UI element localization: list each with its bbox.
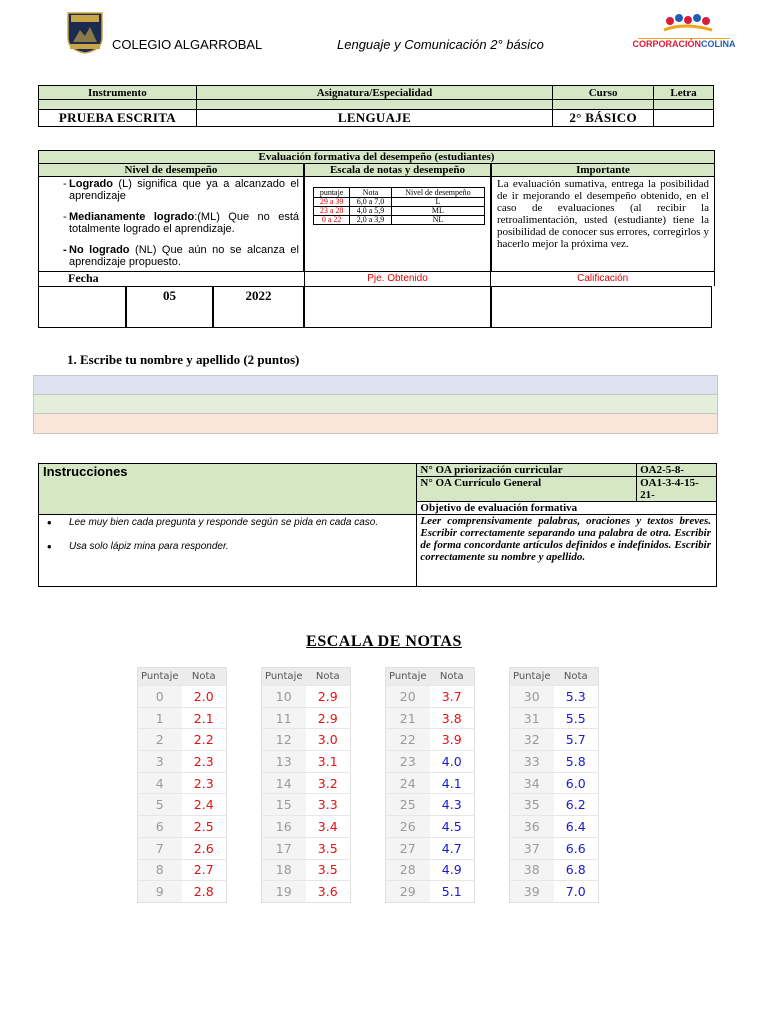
- nota-cell: 2.1: [182, 707, 227, 729]
- puntaje-cell: 25: [386, 794, 430, 816]
- value-curso: 2° BÁSICO: [553, 110, 654, 127]
- grade-row: [262, 859, 351, 881]
- objetivo-label: Objetivo de evaluación formativa: [417, 502, 717, 515]
- calificacion-field[interactable]: [491, 287, 712, 328]
- mini-header-nota: Nota: [350, 188, 392, 198]
- grade-table-1: [137, 667, 227, 903]
- grade-row: [262, 881, 351, 903]
- col-header-puntaje: Puntaje: [386, 668, 430, 686]
- nivel-header: Nivel de desempeño: [38, 164, 304, 177]
- nota-cell: 5.8: [554, 751, 599, 773]
- level-no-logrado: - No logrado (NL) Que aún no se alcanza el aprendizaje propuesto.: [63, 244, 299, 268]
- grade-row: [510, 707, 599, 729]
- school-shield-logo: [67, 12, 103, 54]
- nota-cell: 2.3: [182, 772, 227, 794]
- puntaje-cell: 11: [262, 707, 306, 729]
- puntaje-cell: 7: [138, 837, 182, 859]
- performance-levels: [38, 177, 304, 272]
- nota-cell: 4.7: [430, 837, 475, 859]
- mini-scale-table: [313, 187, 485, 225]
- puntaje-cell: 0: [138, 686, 182, 708]
- grade-row: [138, 751, 227, 773]
- grade-row: [138, 794, 227, 816]
- grade-row: [138, 816, 227, 838]
- puntaje-cell: 18: [262, 859, 306, 881]
- nota-cell: 5.5: [554, 707, 599, 729]
- fecha-year: 2022: [213, 287, 304, 328]
- mini-header-nivel: Nivel de desempeño: [391, 188, 484, 198]
- puntaje-cell: 24: [386, 772, 430, 794]
- nota-cell: 4.5: [430, 816, 475, 838]
- col-header-puntaje: Puntaje: [510, 668, 554, 686]
- puntaje-cell: 28: [386, 859, 430, 881]
- grade-row: [138, 729, 227, 751]
- grade-row: [510, 837, 599, 859]
- puntaje-cell: 10: [262, 686, 306, 708]
- mini-cell: 29 a 39: [314, 198, 350, 207]
- puntaje-cell: 21: [386, 707, 430, 729]
- grade-row: [262, 751, 351, 773]
- header-instrumento: Instrumento: [39, 86, 197, 100]
- header-asignatura: Asignatura/Especialidad: [196, 86, 552, 100]
- pje-label: Pje. Obtenido: [305, 272, 492, 286]
- objectives-text: Leer comprensivamente palabras, oraciones y textos breves. Escribir correctamente separando una palabra de otra. Escribir de forma concordante artículos definidos e indefinidos. Escribir correctamente su nombre y apellido.: [417, 515, 717, 587]
- grade-row: [138, 686, 227, 708]
- oa-curriculo-label: N° OA Currículo General: [417, 477, 637, 502]
- nota-cell: 5.7: [554, 729, 599, 751]
- escala-header: Escala de notas y desempeño: [304, 164, 491, 177]
- puntaje-cell: 2: [138, 729, 182, 751]
- grade-row: [138, 772, 227, 794]
- important-text: La evaluación sumativa, entrega la posibilidad de ir mejorando el desempeño obtenido, en el caso de evaluaciones (al recibir la retroalimentación, usted (estudiante) tiene la posibilidad de conocer sus errores, corregirlos y hacerlo mejor la próxima vez.: [491, 177, 715, 272]
- nota-cell: 4.1: [430, 772, 475, 794]
- nota-cell: 4.9: [430, 859, 475, 881]
- puntaje-cell: 17: [262, 837, 306, 859]
- grade-row: [386, 707, 475, 729]
- col-header-puntaje: Puntaje: [138, 668, 182, 686]
- nota-cell: 3.5: [306, 837, 351, 859]
- puntaje-cell: 37: [510, 837, 554, 859]
- grade-row: [138, 881, 227, 903]
- mini-cell: L: [391, 198, 484, 207]
- fecha-month: 05: [126, 287, 213, 328]
- question-1: 1. Escribe tu nombre y apellido (2 puntos): [67, 352, 300, 367]
- puntaje-cell: 32: [510, 729, 554, 751]
- puntaje-cell: 16: [262, 816, 306, 838]
- evaluation-table: [38, 150, 715, 328]
- puntaje-cell: 4: [138, 772, 182, 794]
- grade-row: [262, 794, 351, 816]
- nota-cell: 7.0: [554, 881, 599, 903]
- grade-table-2: [261, 667, 351, 903]
- school-name: COLEGIO ALGARROBAL: [112, 37, 263, 52]
- evaluation-title: Evaluación formativa del desempeño (estudiantes): [38, 150, 715, 164]
- oa-priorizacion-value: OA2-5-8-: [637, 464, 717, 477]
- mini-cell: 23 a 28: [314, 207, 350, 216]
- grade-row: [386, 816, 475, 838]
- mini-cell: 6,0 a 7,0: [350, 198, 392, 207]
- mini-cell: 2,0 a 3,9: [350, 216, 392, 225]
- grade-row: [510, 686, 599, 708]
- nota-cell: 2.6: [182, 837, 227, 859]
- nota-cell: 2.9: [306, 707, 351, 729]
- grade-row: [510, 859, 599, 881]
- escala-title: ESCALA DE NOTAS: [306, 633, 462, 650]
- grade-table-4: [509, 667, 599, 903]
- scale-box: [304, 177, 491, 272]
- puntaje-cell: 35: [510, 794, 554, 816]
- puntaje-cell: 30: [510, 686, 554, 708]
- nota-cell: 2.5: [182, 816, 227, 838]
- nota-cell: 4.3: [430, 794, 475, 816]
- nota-cell: 4.0: [430, 751, 475, 773]
- value-asignatura: LENGUAJE: [196, 110, 552, 127]
- grade-row: [262, 686, 351, 708]
- nota-cell: 3.2: [306, 772, 351, 794]
- svg-text:CORPORACIÓNCOLINA: CORPORACIÓNCOLINA: [632, 39, 736, 49]
- puntaje-cell: 13: [262, 751, 306, 773]
- grade-row: [138, 837, 227, 859]
- puntaje-cell: 36: [510, 816, 554, 838]
- nota-cell: 3.6: [306, 881, 351, 903]
- nota-cell: 6.6: [554, 837, 599, 859]
- instruction-item: • Lee muy bien cada pregunta y responde según se pida en cada caso.: [69, 517, 412, 529]
- nota-cell: 3.9: [430, 729, 475, 751]
- puntaje-cell: 26: [386, 816, 430, 838]
- mini-cell: 0 a 22: [314, 216, 350, 225]
- instructions-label: Instrucciones: [39, 464, 417, 515]
- puntaje-cell: 29: [386, 881, 430, 903]
- fecha-day-field[interactable]: [38, 287, 126, 328]
- col-header-nota: Nota: [306, 668, 351, 686]
- header-curso: Curso: [553, 86, 654, 100]
- corporacion-colina-logo: [632, 12, 736, 52]
- grade-row: [386, 837, 475, 859]
- nota-cell: 2.0: [182, 686, 227, 708]
- nota-cell: 3.1: [306, 751, 351, 773]
- instructions-cell: [39, 515, 417, 587]
- puntaje-cell: 38: [510, 859, 554, 881]
- nota-cell: 3.4: [306, 816, 351, 838]
- name-line-2[interactable]: [33, 394, 718, 414]
- importante-header: Importante: [491, 164, 715, 177]
- mini-header-puntaje: puntaje: [314, 188, 350, 198]
- grade-row: [262, 816, 351, 838]
- mini-cell: 4,0 a 5,9: [350, 207, 392, 216]
- grade-row: [386, 772, 475, 794]
- oa-priorizacion-label: N° OA priorización curricular: [417, 464, 637, 477]
- grade-row: [386, 751, 475, 773]
- puntaje-cell: 39: [510, 881, 554, 903]
- oa-curriculo-value: OA1-3-4-15-21-: [637, 477, 717, 502]
- level-logrado: - Logrado (L) significa que ya a alcanzado el aprendizaje: [63, 178, 299, 202]
- puntaje-cell: 12: [262, 729, 306, 751]
- subject-line: Lenguaje y Comunicación 2° básico: [337, 37, 544, 52]
- grade-row: [262, 729, 351, 751]
- puntaje-cell: 5: [138, 794, 182, 816]
- nota-cell: 5.3: [554, 686, 599, 708]
- grade-row: [386, 881, 475, 903]
- puntaje-cell: 3: [138, 751, 182, 773]
- nota-cell: 3.0: [306, 729, 351, 751]
- puntaje-cell: 15: [262, 794, 306, 816]
- grade-row: [386, 859, 475, 881]
- header-letra: Letra: [654, 86, 714, 100]
- nota-cell: 2.9: [306, 686, 351, 708]
- instrument-table: [38, 85, 714, 127]
- puntaje-cell: 6: [138, 816, 182, 838]
- mini-cell: NL: [391, 216, 484, 225]
- grade-row: [138, 707, 227, 729]
- nota-cell: 3.8: [430, 707, 475, 729]
- puntaje-cell: 19: [262, 881, 306, 903]
- grade-row: [510, 729, 599, 751]
- puntaje-cell: 20: [386, 686, 430, 708]
- value-letra: [654, 110, 714, 127]
- puntaje-cell: 22: [386, 729, 430, 751]
- nota-cell: 2.3: [182, 751, 227, 773]
- grade-row: [510, 751, 599, 773]
- col-header-nota: Nota: [430, 668, 475, 686]
- instruction-item: • Usa solo lápiz mina para responder.: [69, 541, 412, 553]
- col-header-nota: Nota: [182, 668, 227, 686]
- level-medianamente: - Medianamente logrado:(ML) Que no está totalmente logrado el aprendizaje.: [63, 211, 299, 235]
- name-line-3[interactable]: [33, 413, 718, 434]
- puntaje-cell: 9: [138, 881, 182, 903]
- puntaje-cell: 14: [262, 772, 306, 794]
- grade-row: [386, 794, 475, 816]
- nota-cell: 2.2: [182, 729, 227, 751]
- col-header-puntaje: Puntaje: [262, 668, 306, 686]
- pje-obtenido-field[interactable]: [304, 287, 491, 328]
- puntaje-cell: 23: [386, 751, 430, 773]
- nota-cell: 5.1: [430, 881, 475, 903]
- grade-row: [138, 859, 227, 881]
- calificacion-label: Calificación: [491, 272, 715, 286]
- puntaje-cell: 31: [510, 707, 554, 729]
- puntaje-cell: 27: [386, 837, 430, 859]
- nota-cell: 6.2: [554, 794, 599, 816]
- grade-row: [262, 837, 351, 859]
- nota-cell: 6.0: [554, 772, 599, 794]
- name-line-1[interactable]: [33, 375, 718, 395]
- grade-row: [386, 686, 475, 708]
- puntaje-cell: 34: [510, 772, 554, 794]
- grade-row: [510, 816, 599, 838]
- nota-cell: 2.8: [182, 881, 227, 903]
- puntaje-cell: 33: [510, 751, 554, 773]
- grade-row: [386, 729, 475, 751]
- nota-cell: 6.8: [554, 859, 599, 881]
- nota-cell: 3.5: [306, 859, 351, 881]
- puntaje-cell: 1: [138, 707, 182, 729]
- grade-row: [510, 772, 599, 794]
- grade-row: [510, 881, 599, 903]
- col-header-nota: Nota: [554, 668, 599, 686]
- mini-cell: ML: [391, 207, 484, 216]
- nota-cell: 2.4: [182, 794, 227, 816]
- grade-row: [262, 707, 351, 729]
- nota-cell: 2.7: [182, 859, 227, 881]
- grade-table-3: [385, 667, 475, 903]
- puntaje-cell: 8: [138, 859, 182, 881]
- nota-cell: 3.7: [430, 686, 475, 708]
- nota-cell: 3.3: [306, 794, 351, 816]
- grade-row: [510, 794, 599, 816]
- grade-row: [262, 772, 351, 794]
- instructions-table: [38, 463, 717, 587]
- nota-cell: 6.4: [554, 816, 599, 838]
- fecha-label: Fecha: [39, 272, 305, 286]
- value-instrumento: PRUEBA ESCRITA: [39, 110, 197, 127]
